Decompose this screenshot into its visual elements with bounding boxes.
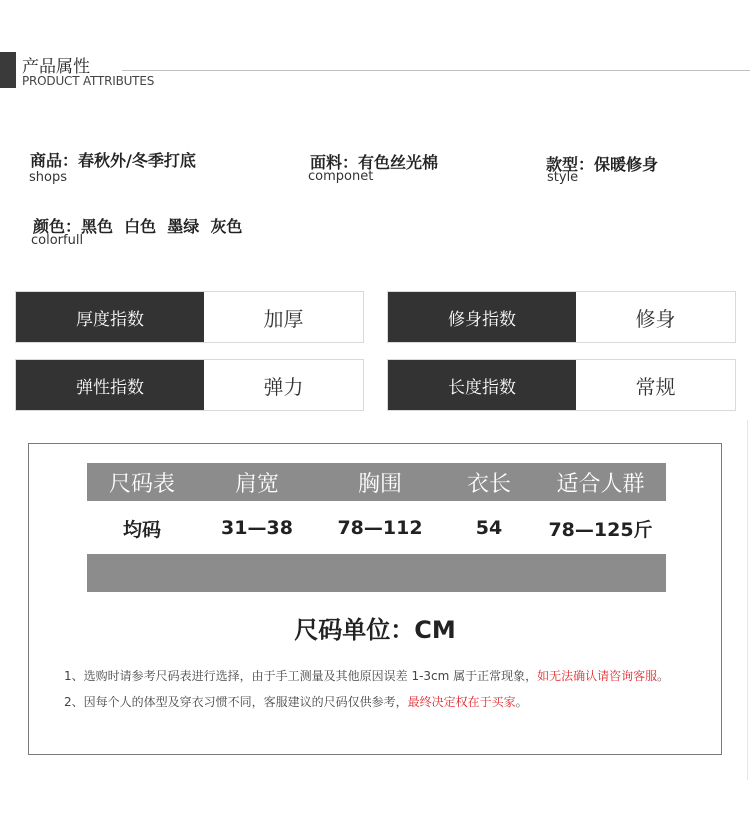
index-label: 厚度指数	[16, 292, 204, 342]
index-label: 弹性指数	[16, 360, 204, 410]
index-slim	[387, 291, 736, 343]
size-unit-label: 尺码单位：CM	[294, 616, 456, 644]
note-1-highlight: 如无法确认请咨询客服	[537, 669, 658, 683]
note-1-end: 。	[657, 669, 670, 683]
attr-colorfull-en: colorfull	[31, 233, 84, 248]
note-2-highlight: 最终决定权在于买家	[407, 695, 516, 709]
right-divider	[747, 420, 748, 780]
index-label: 修身指数	[388, 292, 576, 342]
header-cell: 适合人群	[556, 471, 645, 497]
index-value: 修身	[635, 306, 676, 331]
section-marker	[0, 52, 16, 88]
header-divider	[122, 70, 750, 71]
index-value: 弹力	[263, 374, 304, 399]
header-cell: 肩宽	[234, 471, 279, 497]
attr-shops-en: shops	[29, 170, 67, 185]
attr-colorfull: 颜色：黑色 白色 墨绿 灰色	[33, 217, 243, 236]
empty-row-band	[87, 554, 666, 592]
note-2-text: 2、因每个人的体型及穿衣习惯不同，客服建议的尺码仅供参考，	[64, 695, 408, 709]
index-elastic	[15, 359, 364, 411]
row-cell: 均码	[122, 518, 161, 541]
row-cell: 54	[475, 517, 503, 539]
header-cell: 胸围	[357, 471, 402, 497]
note-2	[64, 693, 528, 710]
size-table-row	[87, 510, 666, 546]
section-subtitle: PRODUCT ATTRIBUTES	[22, 74, 155, 88]
attr-componet: 面料：有色丝光棉	[310, 153, 439, 172]
header-cell: 衣长	[466, 471, 511, 497]
row-cell: 78—112	[337, 517, 423, 539]
header-cell: 尺码表	[108, 471, 175, 497]
note-1-text: 1、选购时请参考尺码表进行选择，由于手工测量及其他原因误差 1-3cm 属于正常现象，	[64, 669, 538, 683]
index-thickness	[15, 291, 364, 343]
row-cell: 31—38	[221, 517, 293, 539]
row-cell: 78—125斤	[548, 518, 653, 541]
index-length	[387, 359, 736, 411]
attr-style-en: style	[547, 170, 579, 185]
index-label: 长度指数	[388, 360, 576, 410]
note-1	[64, 667, 669, 684]
section-title: 产品属性	[22, 57, 90, 77]
index-value: 常规	[635, 374, 676, 399]
attr-componet-en: componet	[308, 169, 374, 184]
index-value: 加厚	[263, 306, 304, 331]
attr-style: 款型：保暖修身	[546, 155, 659, 174]
note-2-end: 。	[515, 695, 528, 709]
attr-shops: 商品：春秋外/冬季打底	[30, 151, 196, 170]
size-table-header	[87, 463, 666, 501]
